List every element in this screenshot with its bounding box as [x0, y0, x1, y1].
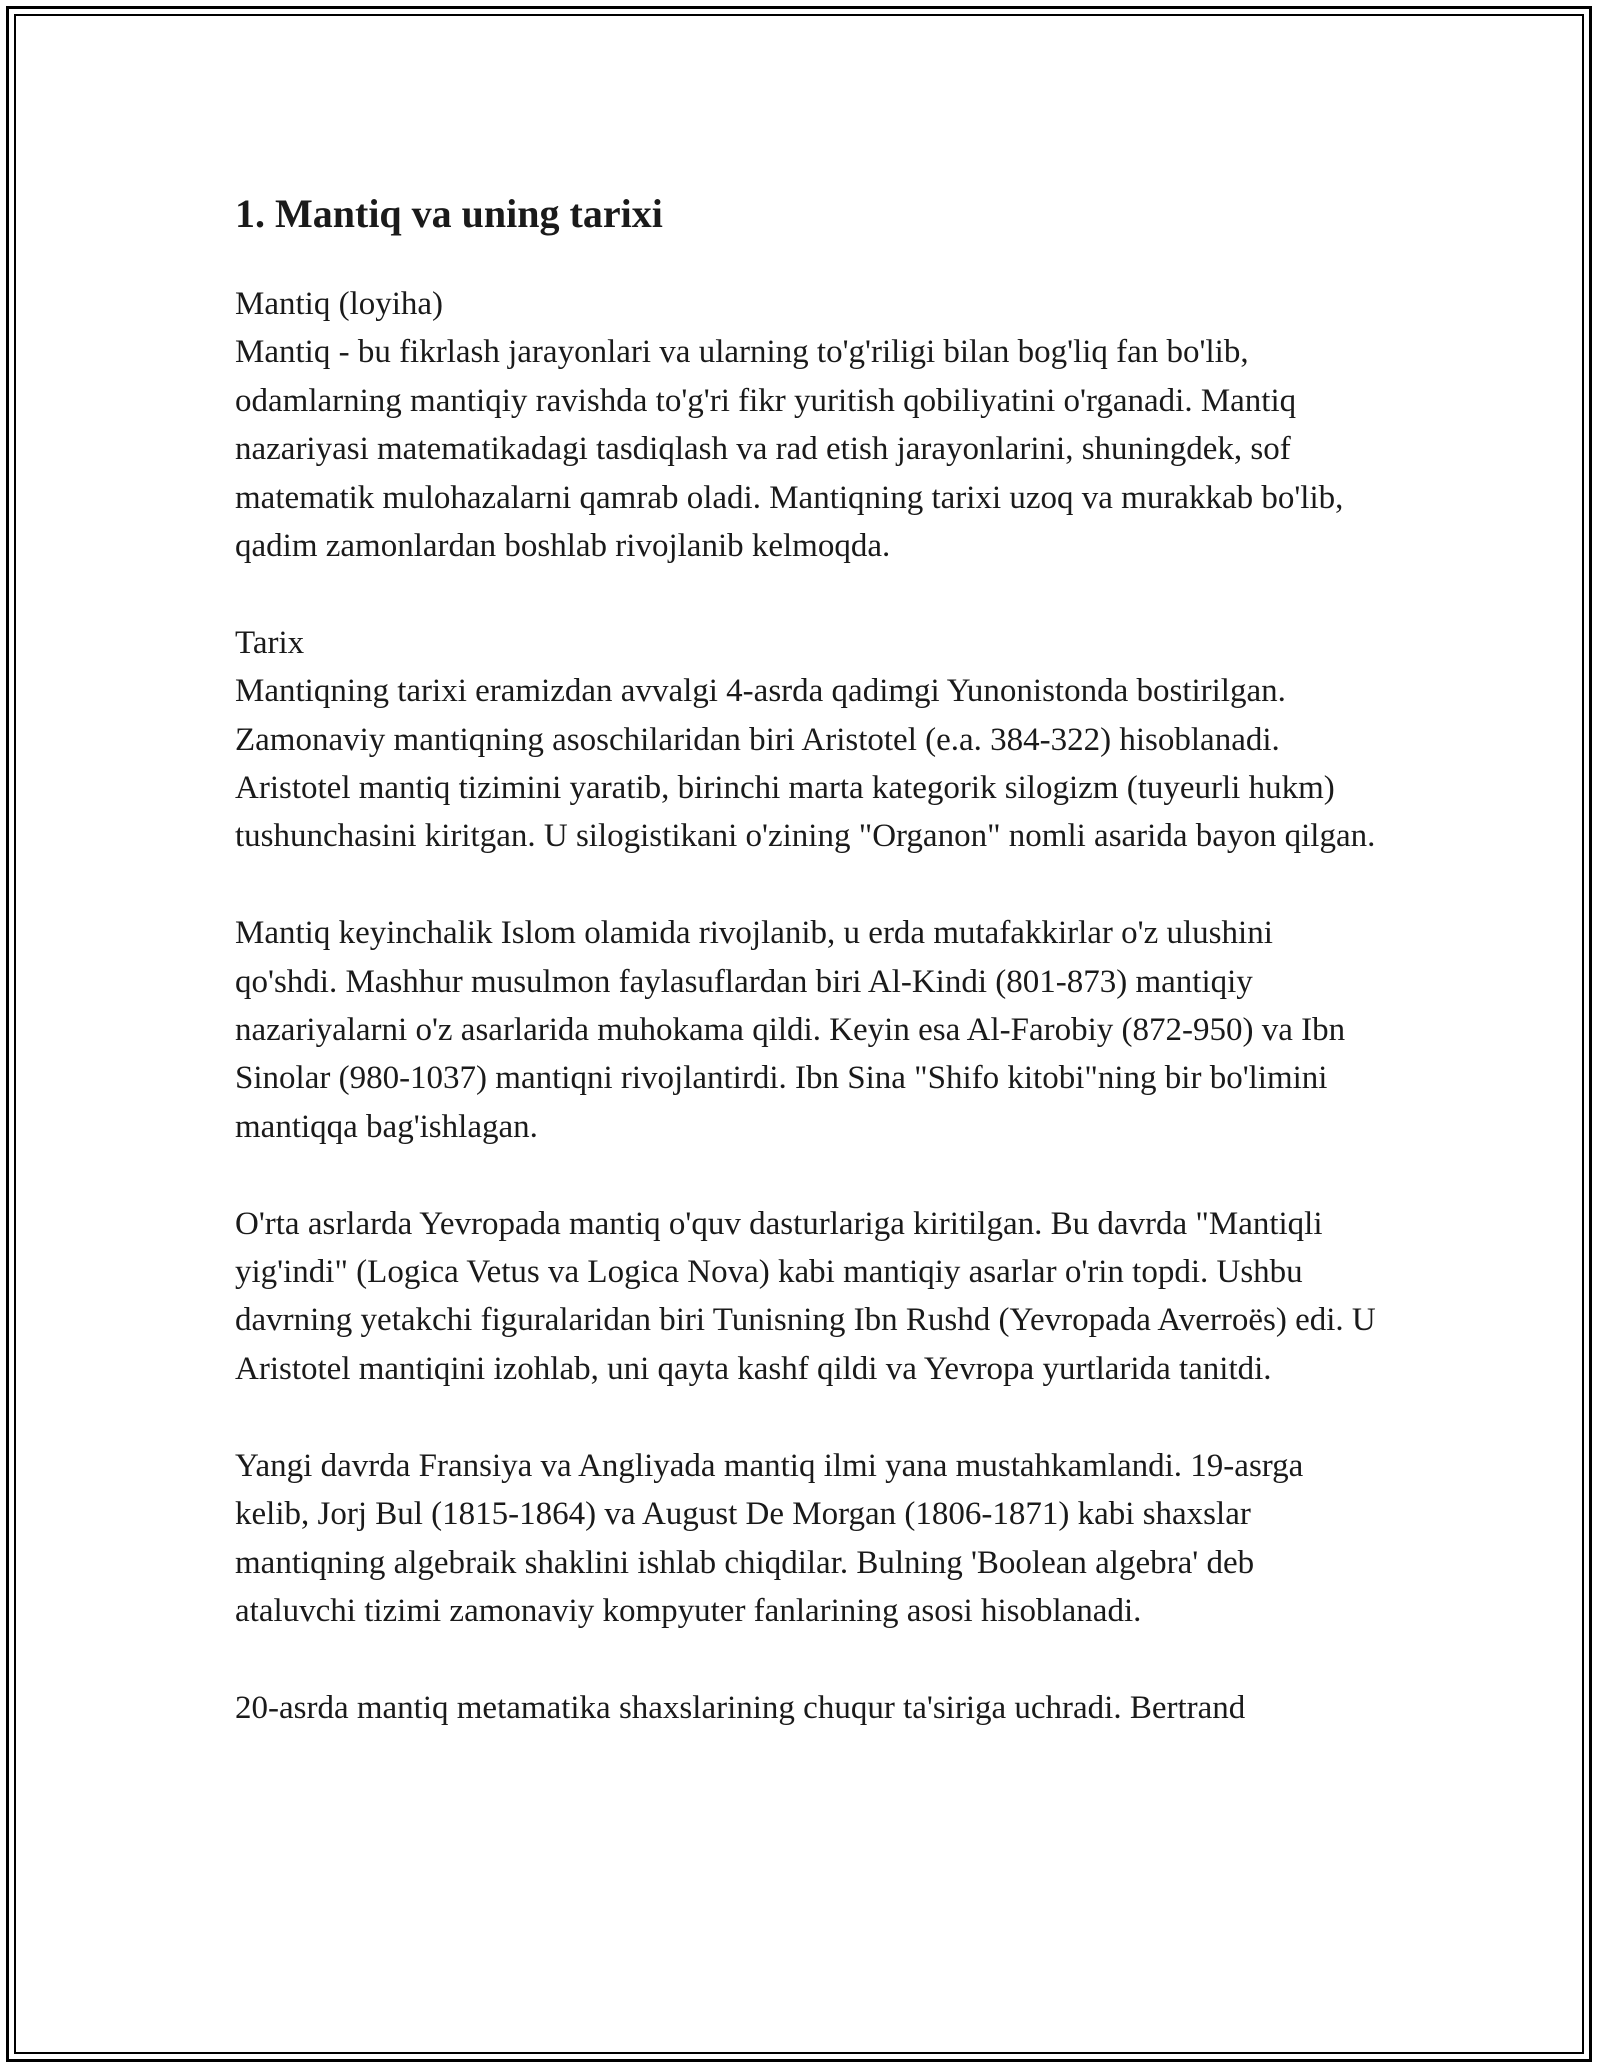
document-title: 1. Mantiq va uning tarixi [235, 191, 663, 236]
section-intro [235, 280, 1380, 570]
paragraph: Mantiqning tarixi eramizdan avvalgi 4-asrda qadimgi Yunonistonda bostirilgan. Zamonaviy mantiqning asoschilaridan biri Aristotel (e.a. 384-322) hisoblanadi. Aristotel mantiq tizimini yaratib, birinchi marta kategorik silogizm (tuyeurli hukm) tushunchasini kiritgan. U silogistikani o'zining "Organon" nomli asarida bayon qilgan. [235, 673, 1376, 855]
paragraph: Mantiq - bu fikrlash jarayonlari va ularning to'g'riligi bilan bog'liq fan bo'lib, odamlarning mantiqiy ravishda to'g'ri fikr yuritish qobiliyatini o'rganadi. Mantiq nazariyasi matematikadagi tasdiqlash va rad etish jarayonlarini, shuningdek, sof matematik mulohazalarni qamrab oladi. Mantiqning tarixi uzoq va murakkab bo'lib, qadim zamonlardan boshlab rivojlanib kelmoqda. [235, 334, 1344, 565]
section-heading-mantiq-loyiha: Mantiq (loyiha) [235, 286, 444, 322]
section-heading-tarix: Tarix [235, 624, 305, 661]
paragraph-orta-asrlar: O'rta asrlarda Yevropada mantiq o'quv dasturlariga kiritilgan. Bu davrda "Mantiqli yig'indi" (Logica Vetus va Logica Nova) kabi mantiqiy asarlar o'rin topdi. Ushbu davrning yetakchi figuralaridan biri Tunisning Ibn Rushd (Yevropada Averroës) edi. U Aristotel mantiqini izohlab, uni qayta kashf qildi va Yevropa yurtlarida tanitdi. [235, 1205, 1376, 1387]
section-tarix [235, 619, 1380, 861]
document-body [235, 280, 1380, 1732]
document-page [235, 186, 1380, 1732]
paragraph-islom: Mantiq keyinchalik Islom olamida rivojlanib, u erda mutafakkirlar o'z ulushini qo'shdi. Mashhur musulmon faylasuflardan biri Al-Kindi (801-873) mantiqiy nazariyalarni o'z asarlarida muhokama qildi. Keyin esa Al-Farobiy (872-950) va Ibn Sinolar (980-1037) mantiqni rivojlantirdi. Ibn Sina "Shifo kitobi"ning bir bo'limini mantiqqa bag'ishlagan. [235, 915, 1346, 1145]
paragraph-yangi-davr: Yangi davrda Fransiya va Angliyada mantiq ilmi yana mustahkamlandi. 19-asrga kelib, Jorj Bul (1815-1864) va August De Morgan (1806-1871) kabi shaxslar mantiqning algebraik shaklini ishlab chiqdilar. Bulning 'Boolean algebra' deb ataluvchi tizimi zamonaviy kompyuter fanlarining asosi hisoblanadi. [235, 1447, 1304, 1629]
paragraph-20-asr: 20-asrda mantiq metamatika shaxslarining chuqur ta'siriga uchradi. Bertrand [235, 1689, 1246, 1726]
